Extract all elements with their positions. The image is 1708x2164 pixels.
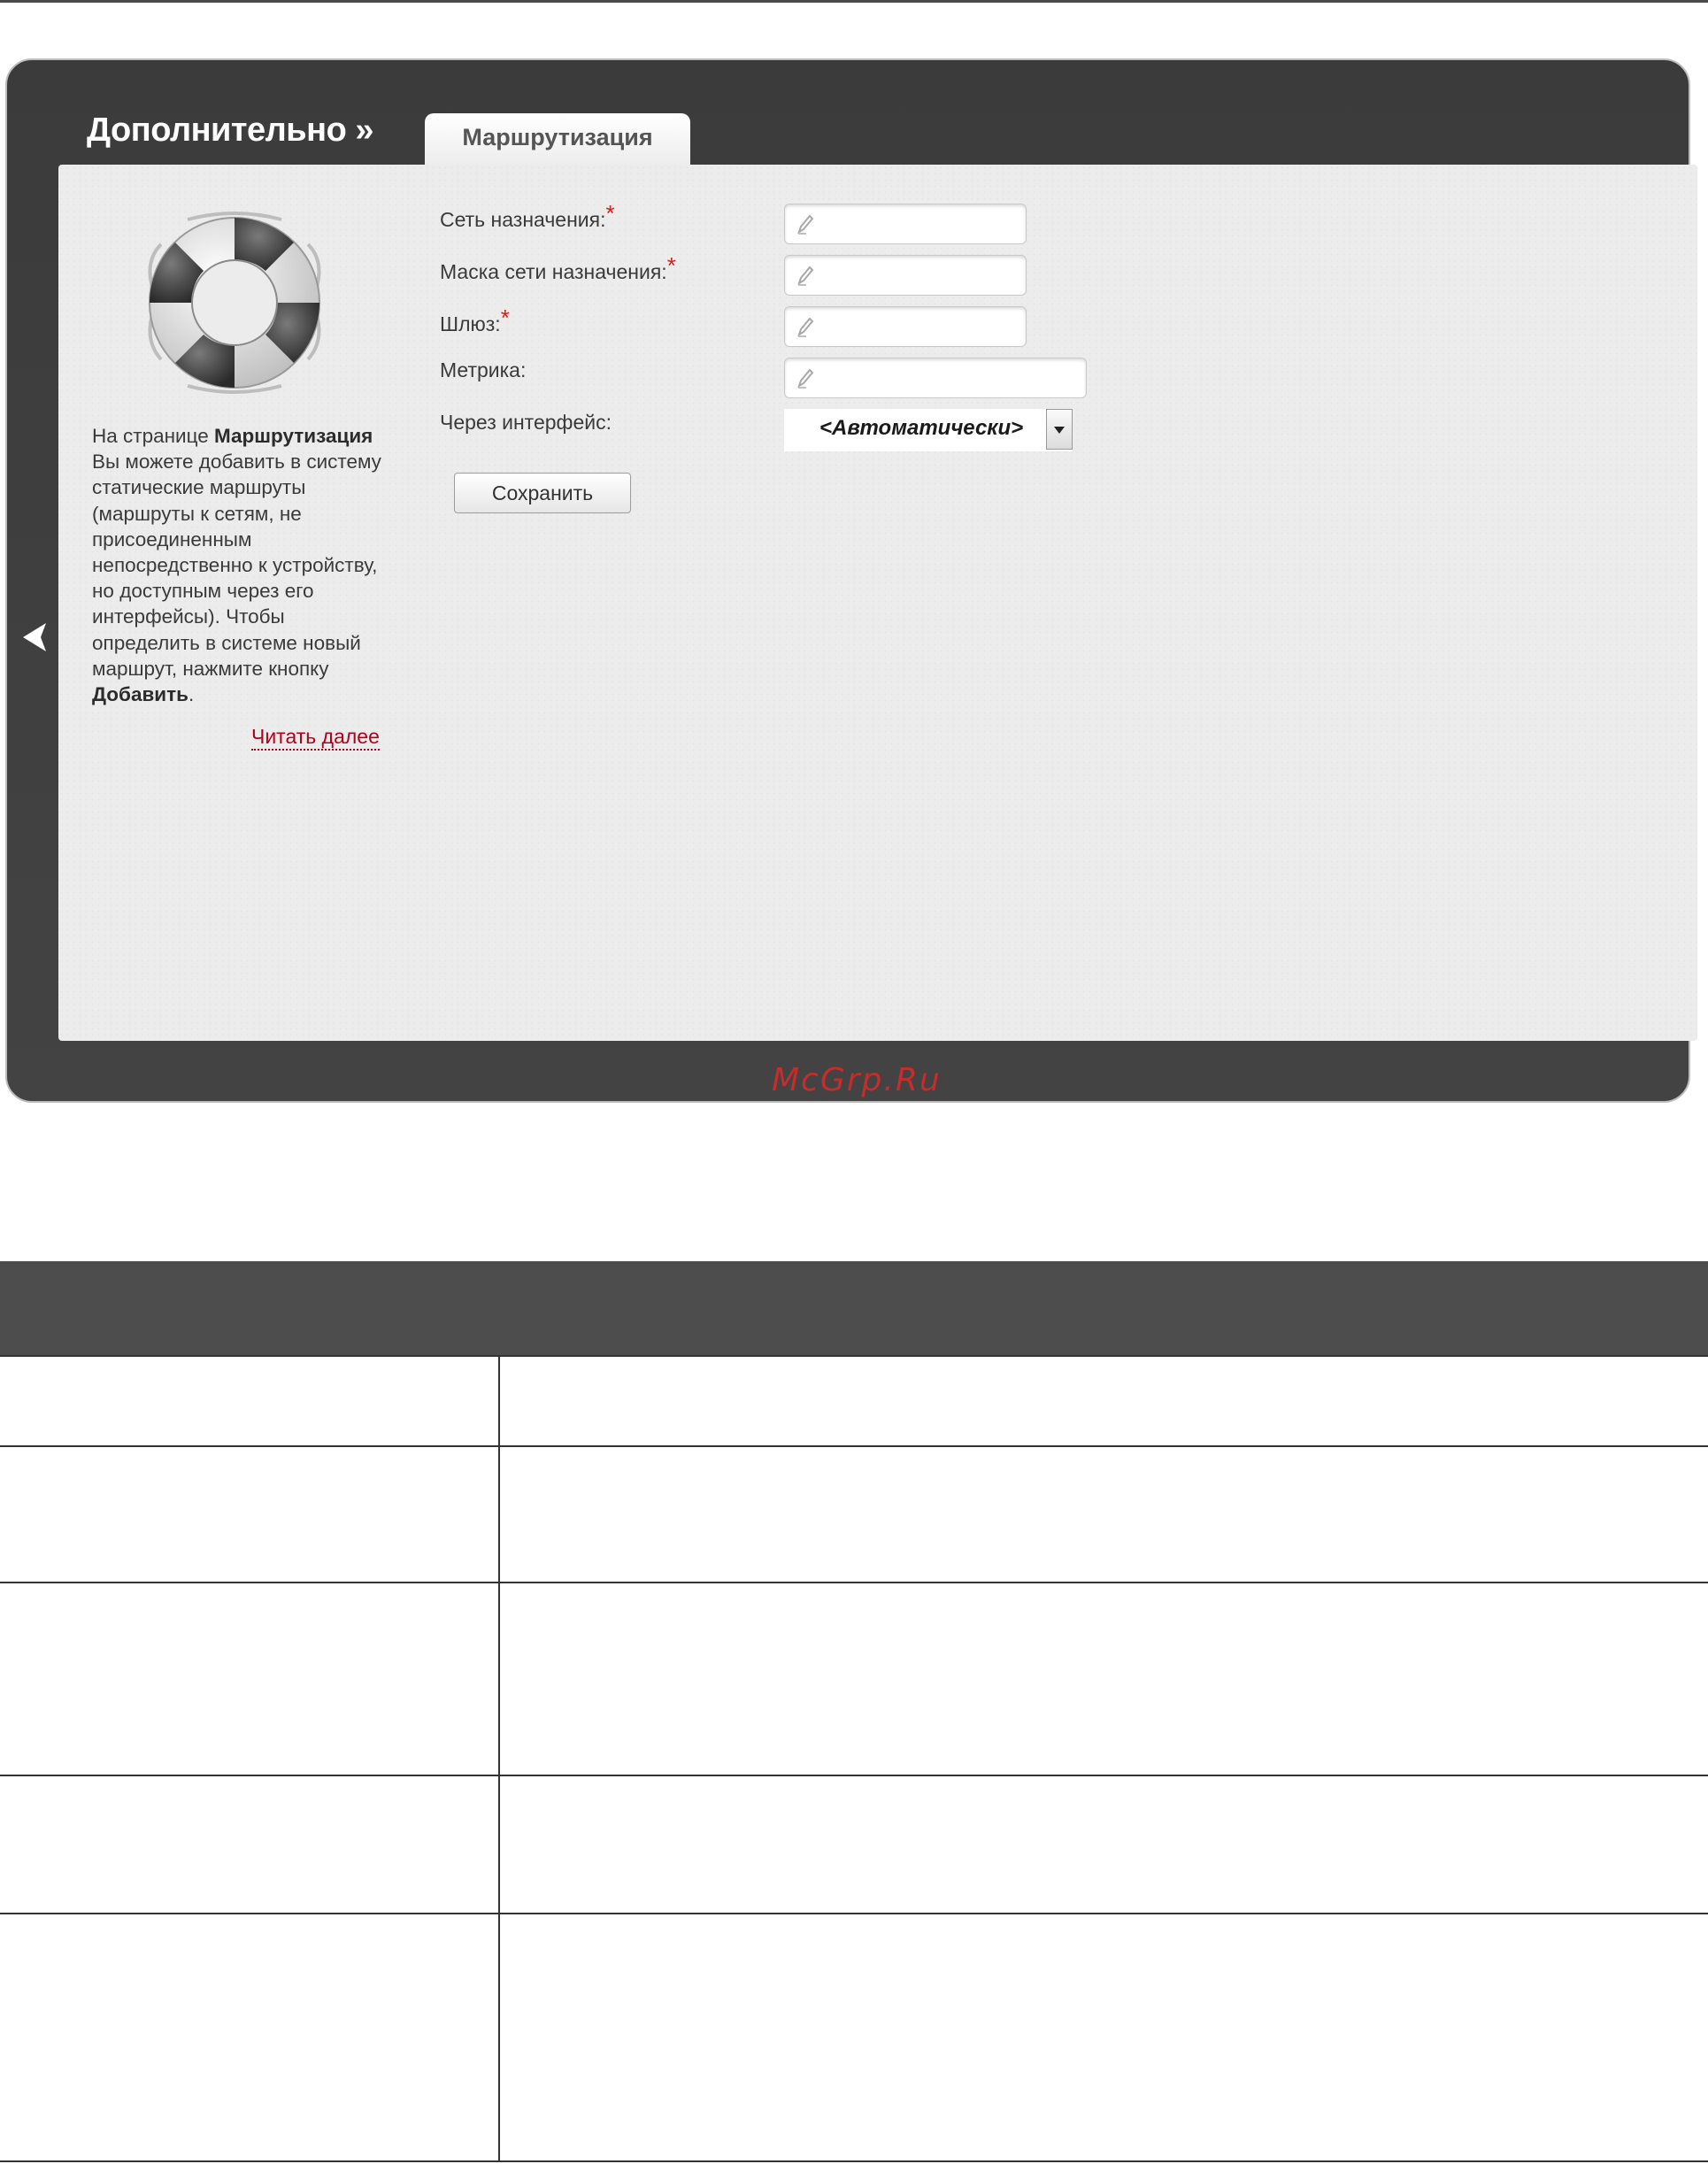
mask-label-text: Маска сети назначения: [440, 260, 667, 283]
interface-select[interactable] [784, 409, 1073, 451]
table-row [0, 1355, 1708, 1445]
document-table [0, 1261, 1708, 2162]
destination-label [440, 200, 615, 233]
help-page-name: Маршрутизация [214, 425, 373, 447]
watermark: McGrp.Ru [772, 1062, 942, 1098]
table-header [0, 1261, 1708, 1355]
help-period: . [188, 683, 195, 706]
table-row [0, 1775, 1708, 1913]
mask-input[interactable] [784, 255, 1027, 296]
pencil-icon [796, 366, 815, 389]
pencil-icon [796, 315, 815, 338]
table-bottom-border [0, 2160, 1708, 2162]
gateway-input[interactable] [784, 306, 1027, 347]
table-cell [500, 1583, 1708, 1775]
interface-label: Через интерфейс: [440, 411, 612, 434]
table-cell [500, 1776, 1708, 1913]
table-row [0, 1582, 1708, 1775]
mask-label [440, 252, 676, 285]
table-cell [0, 1583, 500, 1775]
required-mark: * [500, 304, 510, 331]
table-cell [0, 1447, 500, 1582]
metric-input[interactable] [784, 358, 1087, 398]
required-mark: * [666, 252, 676, 279]
required-mark: * [605, 200, 615, 227]
pencil-icon [796, 212, 815, 235]
table-cell [0, 1776, 500, 1913]
chevron-left-icon[interactable] [19, 620, 48, 655]
caret-down-icon[interactable] [1046, 409, 1073, 450]
table-cell [0, 1357, 500, 1445]
table-cell [0, 1914, 500, 2160]
table-cell [500, 1447, 1708, 1582]
destination-input[interactable] [784, 204, 1027, 244]
pencil-icon [796, 264, 815, 287]
save-button[interactable]: Сохранить [454, 473, 631, 513]
tab-routing[interactable]: Маршрутизация [425, 113, 690, 166]
top-rule [0, 0, 1708, 3]
gateway-label [440, 304, 510, 337]
destination-label-text: Сеть назначения: [440, 208, 606, 231]
table-row [0, 1445, 1708, 1582]
help-button-name: Добавить [92, 683, 188, 706]
gateway-label-text: Шлюз: [440, 312, 501, 335]
table-cell [500, 1914, 1708, 2160]
section-title: Дополнительно » [87, 112, 374, 149]
lifebuoy-icon [135, 209, 335, 397]
read-more-link[interactable]: Читать далее [251, 724, 380, 751]
help-body: Вы можете добавить в систему статические маршруты (маршруты к сетям, не присоединенным непосредственно к устройству, но доступным через его интерфейсы). Чтобы определить в системе новый маршрут, нажмите кнопку [92, 451, 381, 680]
help-intro: На странице [92, 425, 214, 447]
metric-label: Метрика: [440, 358, 527, 381]
table-row [0, 1913, 1708, 2160]
table-cell [500, 1357, 1708, 1445]
interface-select-value: <Автоматически> [819, 416, 1024, 440]
help-text [92, 423, 393, 707]
